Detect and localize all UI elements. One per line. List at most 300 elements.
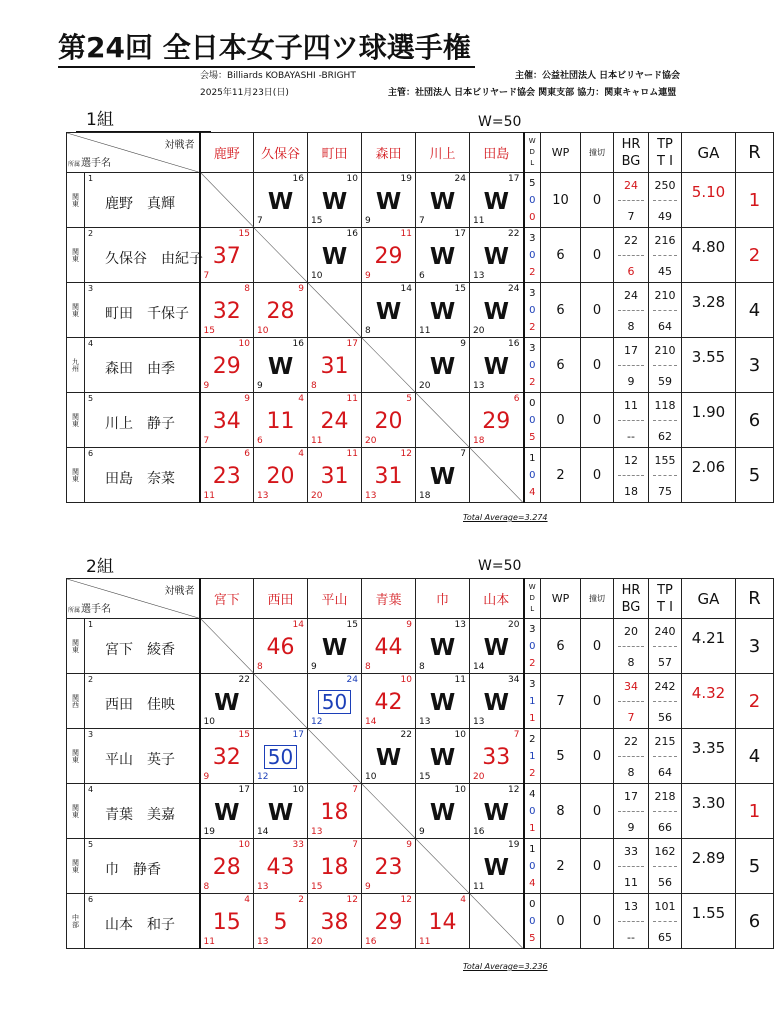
match-score: 23 <box>212 464 241 489</box>
self-match-cell <box>362 784 416 839</box>
affiliation: 関東 <box>71 468 80 482</box>
wdl-cell <box>524 839 541 894</box>
wdl-header <box>524 579 541 619</box>
match-score: W <box>429 299 456 325</box>
win-points: 0 <box>541 393 581 448</box>
tp-ti-divider <box>653 701 677 702</box>
match-cell <box>254 338 308 393</box>
forfeit-count: 0 <box>581 393 614 448</box>
draws: 0 <box>529 304 536 316</box>
general-average-cell <box>682 784 736 839</box>
match-cell <box>470 839 524 894</box>
general-average: 5.10 <box>691 183 726 201</box>
losses: 1 <box>529 822 536 834</box>
match-score: 15 <box>212 910 241 935</box>
total-points: 250 <box>654 179 676 192</box>
match-innings: 12 <box>257 772 269 782</box>
tp-ti-divider <box>653 475 677 476</box>
match-innings: 13 <box>257 882 269 892</box>
match-score: W <box>321 635 348 661</box>
match-high-run: 4 <box>460 895 466 905</box>
match-high-run: 20 <box>508 620 520 630</box>
match-high-run: 33 <box>292 840 304 850</box>
general-average: 1.90 <box>691 403 726 421</box>
match-score: W <box>321 244 348 270</box>
match-score: W <box>483 354 509 380</box>
self-match-diagonal <box>470 448 523 502</box>
tp-ti-cell <box>649 674 682 729</box>
match-score: 18 <box>320 855 349 880</box>
header-affiliation-label: 所属 <box>68 161 81 168</box>
match-score: 34 <box>212 409 241 434</box>
wdl-cell <box>524 784 541 839</box>
match-score: W <box>375 299 402 325</box>
win-points: 6 <box>541 619 581 674</box>
match-innings: 14 <box>473 662 485 672</box>
match-high-run: 10 <box>238 840 250 850</box>
match-score: 37 <box>212 244 241 269</box>
total-innings: 45 <box>658 265 672 278</box>
player-number: 6 <box>88 449 94 458</box>
player-name: 巾 静香 <box>105 862 161 878</box>
match-high-run: 4 <box>298 449 304 459</box>
player-name-cell <box>85 894 200 949</box>
match-cell <box>308 784 362 839</box>
tp-ti-divider <box>653 921 677 922</box>
match-score: W <box>429 244 456 270</box>
win-points: 10 <box>541 173 581 228</box>
match-cell <box>308 393 362 448</box>
wdl-cell <box>524 674 541 729</box>
match-score: W <box>267 189 294 215</box>
match-cell <box>416 173 470 228</box>
match-innings: 8 <box>365 326 371 336</box>
hr-bg-cell <box>614 448 649 503</box>
ti-header-label: T I <box>657 153 673 169</box>
opponent-header: 山本 <box>470 579 524 619</box>
match-innings: 7 <box>257 216 263 226</box>
best-game: 7 <box>627 711 635 724</box>
rank: 4 <box>736 283 774 338</box>
match-score: 29 <box>374 910 403 935</box>
player-name: 宮下 綾香 <box>105 642 175 658</box>
opponent-header: 鹿野 <box>200 133 254 173</box>
match-innings: 9 <box>365 216 371 226</box>
forfeit-count: 0 <box>581 894 614 949</box>
table-row <box>67 839 774 894</box>
forfeit-count: 0 <box>581 784 614 839</box>
affiliation: 関西 <box>71 694 80 708</box>
general-average: 4.32 <box>691 684 726 702</box>
match-innings: 9 <box>203 381 210 391</box>
group-2-total-average: Total Average=3.236 <box>463 962 548 971</box>
hr-bg-cell <box>614 228 649 283</box>
hr-bg-divider <box>618 701 644 702</box>
player-number: 5 <box>88 394 94 403</box>
match-high-run: 2 <box>298 895 304 905</box>
match-score: W <box>429 354 456 380</box>
match-innings: 11 <box>203 937 215 947</box>
table-row <box>67 338 774 393</box>
total-points: 215 <box>654 735 676 748</box>
wdl-cell <box>524 619 541 674</box>
hr-bg-cell <box>614 894 649 949</box>
match-high-run: 13 <box>454 620 466 630</box>
table-row <box>67 448 774 503</box>
draws: 1 <box>529 750 536 762</box>
self-match-cell <box>254 228 308 283</box>
match-high-run: 7 <box>352 840 358 850</box>
match-high-run: 6 <box>513 394 520 404</box>
total-innings: 75 <box>658 485 672 498</box>
match-innings: 10 <box>257 326 269 336</box>
hr-bg-divider <box>618 475 644 476</box>
match-high-run: 10 <box>454 730 466 740</box>
win-points: 6 <box>541 228 581 283</box>
total-innings: 64 <box>658 766 672 779</box>
win-points: 0 <box>541 894 581 949</box>
match-innings: 19 <box>203 827 215 837</box>
general-average-cell <box>682 674 736 729</box>
match-score: W <box>429 189 456 215</box>
high-run: 33 <box>624 845 638 858</box>
general-average: 2.06 <box>691 458 726 476</box>
match-innings: 11 <box>311 436 323 446</box>
self-match-diagonal <box>201 619 254 673</box>
self-match-cell <box>470 448 524 503</box>
match-score: W <box>321 189 348 215</box>
affiliation: 中部 <box>71 914 80 928</box>
losses: 2 <box>529 767 536 779</box>
wdl-cell <box>524 448 541 503</box>
total-innings: 59 <box>658 375 672 388</box>
rank-header: R <box>736 133 774 173</box>
group-1-table <box>66 132 774 503</box>
match-innings: 13 <box>257 937 269 947</box>
general-average: 3.28 <box>691 293 726 311</box>
self-match-cell <box>362 338 416 393</box>
total-points: 118 <box>654 399 676 412</box>
match-cell <box>200 729 254 784</box>
self-match-diagonal <box>308 283 361 337</box>
wins: 0 <box>529 397 536 409</box>
general-average: 3.55 <box>691 348 726 366</box>
match-score: W <box>375 189 402 215</box>
wdl-header-wdl_d: D <box>529 148 535 156</box>
tp-ti-divider <box>653 365 677 366</box>
affiliation-cell <box>67 448 85 503</box>
tp-ti-cell <box>649 448 682 503</box>
total-innings: 57 <box>658 656 672 669</box>
losses: 4 <box>529 877 536 889</box>
total-points: 240 <box>654 625 676 638</box>
tp-ti-divider <box>653 811 677 812</box>
match-innings: 20 <box>365 436 377 446</box>
opponent-header: 川上 <box>416 133 470 173</box>
ti-header-label: T I <box>657 599 673 615</box>
wdl-header-wdl_l: L <box>530 605 535 613</box>
total-points: 162 <box>654 845 676 858</box>
player-name-cell <box>85 448 200 503</box>
self-match-cell <box>416 393 470 448</box>
player-name: 山本 和子 <box>105 917 175 933</box>
player-name: 田島 奈菜 <box>105 471 175 487</box>
tp-ti-cell <box>649 338 682 393</box>
match-high-run: 12 <box>346 895 358 905</box>
high-run: 17 <box>624 790 638 803</box>
match-high-run: 9 <box>244 394 250 404</box>
hr-bg-cell <box>614 173 649 228</box>
match-score: W <box>214 800 240 826</box>
general-average: 3.30 <box>691 794 726 812</box>
table-row <box>67 894 774 949</box>
player-number: 1 <box>88 174 94 183</box>
self-match-cell <box>254 674 308 729</box>
table-row <box>67 393 774 448</box>
match-cell <box>200 674 254 729</box>
match-score: W <box>267 354 294 380</box>
player-number: 6 <box>88 895 94 904</box>
high-run: 24 <box>624 179 638 192</box>
self-match-cell <box>308 283 362 338</box>
tp-ti-cell <box>649 619 682 674</box>
forfeit-count: 0 <box>581 839 614 894</box>
total-points: 101 <box>654 900 676 913</box>
player-name-cell <box>85 784 200 839</box>
rank: 2 <box>736 674 774 729</box>
ga-header: GA <box>682 579 736 619</box>
affiliation: 関東 <box>71 248 80 262</box>
match-innings: 20 <box>473 772 485 782</box>
match-high-run: 9 <box>298 284 304 294</box>
tp-ti-divider <box>653 756 677 757</box>
match-high-run: 15 <box>238 730 250 740</box>
affiliation-cell <box>67 784 85 839</box>
hr-bg-divider <box>618 365 644 366</box>
hr-bg-divider <box>618 255 644 256</box>
match-cell <box>308 894 362 949</box>
wdl-cell <box>524 338 541 393</box>
forfeit-header: 撞切 <box>581 579 614 619</box>
affiliation: 関東 <box>71 193 80 207</box>
total-innings: 64 <box>658 320 672 333</box>
match-cell <box>200 283 254 338</box>
match-score: W <box>429 745 456 771</box>
match-innings: 8 <box>311 381 317 391</box>
best-game: 9 <box>627 375 635 388</box>
group-1-label: 1組 <box>86 110 114 130</box>
losses: 5 <box>529 431 536 443</box>
match-cell <box>308 674 362 729</box>
match-innings: 13 <box>473 271 485 281</box>
match-innings: 7 <box>419 216 425 226</box>
match-cell <box>470 784 524 839</box>
wdl-cell <box>524 283 541 338</box>
match-cell <box>470 729 524 784</box>
match-innings: 12 <box>311 717 323 727</box>
wdl-header <box>524 133 541 173</box>
match-cell <box>308 448 362 503</box>
match-score: W <box>483 690 509 716</box>
match-score: 31 <box>320 464 349 489</box>
wins: 1 <box>529 843 536 855</box>
general-average-cell <box>682 338 736 393</box>
general-average-cell <box>682 839 736 894</box>
affiliation-cell <box>67 729 85 784</box>
match-innings: 9 <box>311 662 317 672</box>
high-run: 17 <box>624 344 638 357</box>
general-average-cell <box>682 619 736 674</box>
self-match-cell <box>416 839 470 894</box>
win-points: 6 <box>541 283 581 338</box>
match-high-run: 15 <box>454 284 466 294</box>
wdl-header-wdl_d: D <box>529 594 535 602</box>
match-innings: 8 <box>203 882 210 892</box>
match-innings: 13 <box>473 381 485 391</box>
player-number: 3 <box>88 730 94 739</box>
total-innings: 56 <box>658 711 672 724</box>
high-run: 11 <box>624 399 638 412</box>
match-cell <box>416 338 470 393</box>
hr-bg-cell <box>614 674 649 729</box>
match-high-run: 22 <box>508 229 520 239</box>
match-innings: 6 <box>419 271 425 281</box>
match-high-run: 8 <box>244 284 250 294</box>
player-name-cell <box>85 674 200 729</box>
high-run: 12 <box>624 454 638 467</box>
general-average-cell <box>682 283 736 338</box>
match-innings: 11 <box>419 326 431 336</box>
match-cell <box>254 619 308 674</box>
match-innings: 11 <box>473 216 485 226</box>
match-high-run: 10 <box>346 174 358 184</box>
affiliation: 九州 <box>71 358 80 372</box>
hr-bg-cell <box>614 784 649 839</box>
match-high-run: 16 <box>346 229 358 239</box>
general-average: 4.21 <box>691 629 726 647</box>
match-innings: 9 <box>203 772 210 782</box>
general-average: 1.55 <box>691 904 726 922</box>
match-high-run: 7 <box>352 785 358 795</box>
match-innings: 13 <box>257 491 269 501</box>
bg-header-label: BG <box>621 599 641 615</box>
tp-ti-cell <box>649 784 682 839</box>
match-high-run: 24 <box>454 174 466 184</box>
header-player-label: 選手名 <box>81 604 111 615</box>
losses: 2 <box>529 657 536 669</box>
hr-bg-divider <box>618 310 644 311</box>
match-cell <box>470 338 524 393</box>
tp-header-label: TP <box>657 582 673 598</box>
match-score-value: 50 <box>264 745 297 769</box>
affiliation: 関東 <box>71 639 80 653</box>
match-high-run: 19 <box>400 174 412 184</box>
wdl-cell <box>524 894 541 949</box>
wins: 3 <box>529 342 536 354</box>
losses: 4 <box>529 486 536 498</box>
match-high-run: 4 <box>244 895 250 905</box>
rank: 3 <box>736 619 774 674</box>
match-cell <box>200 784 254 839</box>
match-innings: 10 <box>203 717 215 727</box>
wins: 1 <box>529 452 536 464</box>
match-score: 31 <box>320 354 349 379</box>
match-innings: 15 <box>203 326 215 336</box>
match-high-run: 15 <box>346 620 358 630</box>
losses: 5 <box>529 932 536 944</box>
match-innings: 10 <box>311 271 323 281</box>
match-cell <box>416 894 470 949</box>
match-high-run: 6 <box>244 449 250 459</box>
affiliation-cell <box>67 839 85 894</box>
match-innings: 9 <box>419 827 425 837</box>
player-name-cell <box>85 729 200 784</box>
match-score: 20 <box>374 409 403 434</box>
match-cell <box>362 173 416 228</box>
total-points: 155 <box>654 454 676 467</box>
match-cell <box>308 619 362 674</box>
high-run: 34 <box>624 680 638 693</box>
player-name: 森田 由季 <box>105 361 175 377</box>
tp-ti-divider <box>653 200 677 201</box>
general-average-cell <box>682 173 736 228</box>
hr-bg-divider <box>618 811 644 812</box>
high-run: 13 <box>624 900 638 913</box>
table-row <box>67 619 774 674</box>
draws: 0 <box>529 194 536 206</box>
match-score: W <box>429 800 456 826</box>
match-high-run: 12 <box>400 449 412 459</box>
table-row <box>67 729 774 784</box>
match-cell <box>470 393 524 448</box>
player-name: 川上 静子 <box>105 416 175 432</box>
tp-ti-cell <box>649 729 682 784</box>
header-corner <box>67 133 200 173</box>
match-cell <box>470 674 524 729</box>
match-high-run: 14 <box>292 620 304 630</box>
match-cell <box>254 283 308 338</box>
match-cell <box>254 894 308 949</box>
draws: 0 <box>529 359 536 371</box>
match-score: 24 <box>320 409 349 434</box>
general-average-cell <box>682 393 736 448</box>
match-cell <box>200 448 254 503</box>
affiliation-cell <box>67 173 85 228</box>
match-score: 33 <box>482 745 511 770</box>
match-high-run: 10 <box>292 785 304 795</box>
player-name: 青葉 美嘉 <box>105 807 175 823</box>
match-cell <box>362 839 416 894</box>
tp-header-label: TP <box>657 136 673 152</box>
affiliation-cell <box>67 619 85 674</box>
match-cell <box>416 729 470 784</box>
table-row <box>67 173 774 228</box>
best-game: 7 <box>627 210 635 223</box>
hr-bg-divider <box>618 756 644 757</box>
match-score <box>254 745 307 771</box>
opponent-header: 青葉 <box>362 579 416 619</box>
management: 主管：社団法人 日本ビリヤード協会 関東支部 協力：関東キャロム連盟 <box>388 88 677 98</box>
wdl-cell <box>524 729 541 784</box>
self-match-diagonal <box>254 674 307 728</box>
match-high-run: 12 <box>400 895 412 905</box>
draws: 0 <box>529 640 536 652</box>
tp-ti-divider <box>653 310 677 311</box>
player-name-cell <box>85 338 200 393</box>
match-innings: 7 <box>203 436 210 446</box>
self-match-diagonal <box>308 729 361 783</box>
header-diagonal <box>67 133 199 172</box>
